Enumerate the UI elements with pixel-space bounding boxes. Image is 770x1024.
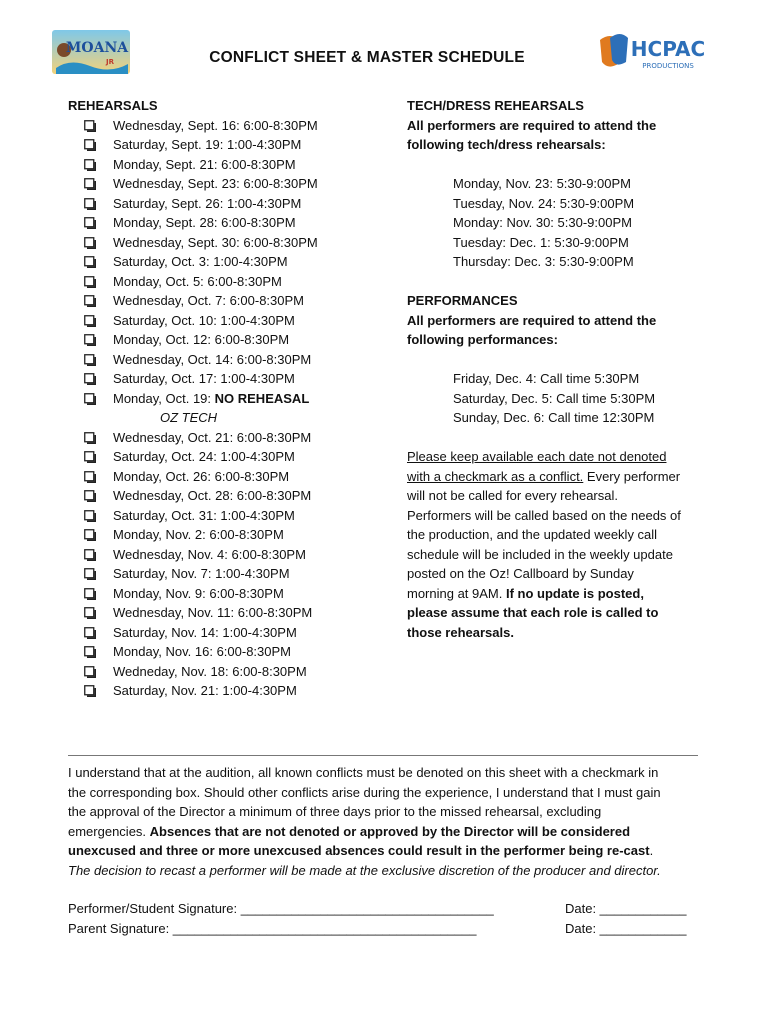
- rehearsal-item[interactable]: [68, 174, 378, 194]
- rehearsal-label: Saturday, Oct. 10: 1:00-4:30PM: [113, 312, 295, 328]
- instruction-line: Performers will be called based on the needs of: [407, 507, 681, 523]
- rehearsal-label: Monday, Sept. 28: 6:00-8:30PM: [113, 215, 296, 230]
- rehearsal-label: Wedneday, Nov. 18: 6:00-8:30PM: [113, 663, 307, 679]
- checkbox-icon[interactable]: [84, 607, 96, 619]
- performance-time: Friday, Dec. 4: Call time 5:30PM: [453, 371, 640, 386]
- performer-signature-field[interactable]: Performer/Student Signature: ___________________________________: [68, 901, 494, 916]
- checkbox-icon[interactable]: [84, 334, 96, 346]
- instruction-line: morning at 9AM. If no update is posted,: [407, 585, 644, 601]
- page-title: CONFLICT SHEET & MASTER SCHEDULE: [209, 49, 525, 66]
- checkbox-icon[interactable]: [84, 237, 96, 249]
- tech-time: Thursday: Dec. 3: 5:30-9:00PM: [453, 254, 634, 269]
- rehearsal-label: Saturday, Oct. 3: 1:00-4:30PM: [113, 254, 288, 269]
- checkbox-icon[interactable]: [84, 549, 96, 561]
- performance-time: Sunday, Dec. 6: Call time 12:30PM: [453, 410, 655, 425]
- tech-time: Monday: Nov. 30: 5:30-9:00PM: [453, 215, 632, 230]
- parent-signature-field[interactable]: Parent Signature: __________________________________________: [68, 920, 477, 936]
- parent-date-field[interactable]: Date: ____________: [565, 920, 687, 936]
- checkbox-icon[interactable]: [84, 588, 96, 600]
- logo-right-text: HCPAC: [630, 37, 706, 61]
- performances-line-1: All performers are required to attend the: [407, 312, 657, 328]
- statement-line: I understand that at the audition, all known conflicts must be denoted on this sheet with a checkmark in: [68, 765, 659, 780]
- checkbox-icon[interactable]: [84, 627, 96, 639]
- tech-line-1: All performers are required to attend the: [407, 117, 657, 133]
- rehearsal-label: OZ TECH: [160, 410, 218, 425]
- rehearsal-item[interactable]: [68, 369, 378, 389]
- tech-time: Tuesday: Dec. 1: 5:30-9:00PM: [453, 234, 629, 250]
- checkbox-icon[interactable]: [84, 373, 96, 385]
- rehearsal-label: Monday, Oct. 12: 6:00-8:30PM: [113, 332, 290, 347]
- rehearsal-item[interactable]: [68, 506, 378, 526]
- statement-line: the corresponding box. Should other conflicts arise during the experience, I understand that I must gain: [68, 784, 661, 800]
- instruction-line: posted on the Oz! Callboard by Sunday: [407, 566, 634, 581]
- tech-times: [407, 174, 707, 272]
- rehearsal-item[interactable]: [68, 525, 378, 545]
- rehearsal-label: Saturday, Nov. 7: 1:00-4:30PM: [113, 566, 290, 581]
- checkbox-icon[interactable]: [84, 471, 96, 483]
- rehearsal-item[interactable]: [68, 135, 378, 155]
- rehearsal-item[interactable]: [68, 603, 378, 623]
- rehearsal-item[interactable]: [68, 233, 378, 253]
- rehearsal-item[interactable]: [68, 584, 378, 604]
- rehearsal-item[interactable]: [68, 681, 378, 701]
- instruction-line: please assume that each role is called to: [407, 605, 659, 620]
- no-rehearsal-label: NO REHEASAL: [214, 390, 310, 406]
- checkbox-icon[interactable]: [84, 529, 96, 541]
- rehearsal-label: Monday, Nov. 9: 6:00-8:30PM: [113, 585, 284, 601]
- section-divider: [68, 755, 698, 756]
- checkbox-icon[interactable]: [84, 139, 96, 151]
- tech-line-2: following tech/dress rehearsals:: [407, 137, 606, 152]
- rehearsal-label: Monday, Nov. 2: 6:00-8:30PM: [113, 527, 284, 542]
- rehearsal-label: Saturday, Oct. 24: 1:00-4:30PM: [113, 449, 295, 464]
- rehearsal-label: Saturday, Sept. 19: 1:00-4:30PM: [113, 137, 302, 152]
- rehearsal-label: Saturday, Nov. 21: 1:00-4:30PM: [113, 683, 297, 698]
- checkbox-icon[interactable]: [84, 256, 96, 268]
- rehearsal-label: Wednesday, Oct. 21: 6:00-8:30PM: [113, 429, 312, 445]
- statement-italic-line: The decision to recast a performer will be made at the exclusive discretion of the producer and director.: [68, 862, 661, 878]
- rehearsal-label: Saturday, Nov. 14: 1:00-4:30PM: [113, 624, 297, 640]
- rehearsal-label: Wednesday, Sept. 23: 6:00-8:30PM: [113, 176, 318, 191]
- rehearsal-item[interactable]: [68, 623, 378, 643]
- rehearsal-label: Wednesday, Nov. 11: 6:00-8:30PM: [113, 605, 313, 620]
- rehearsal-note: [68, 408, 378, 428]
- checkbox-icon[interactable]: [84, 568, 96, 580]
- rehearsal-label: Saturday, Oct. 31: 1:00-4:30PM: [113, 507, 295, 523]
- performance-time: Saturday, Dec. 5: Call time 5:30PM: [453, 390, 656, 406]
- performer-date-field[interactable]: Date: ____________: [565, 901, 687, 916]
- rehearsal-item[interactable]: [68, 350, 378, 370]
- rehearsal-item[interactable]: [68, 330, 378, 350]
- checkbox-icon[interactable]: [84, 315, 96, 327]
- checkbox-icon[interactable]: [84, 393, 96, 405]
- checkbox-icon[interactable]: [84, 295, 96, 307]
- rehearsal-label: Monday, Oct. 5: 6:00-8:30PM: [113, 273, 282, 289]
- rehearsal-label: Saturday, Sept. 26: 1:00-4:30PM: [113, 195, 302, 211]
- performances-line-2: following performances:: [407, 332, 558, 347]
- checkbox-icon[interactable]: [84, 276, 96, 288]
- rehearsal-item[interactable]: [68, 447, 378, 467]
- instruction-line: Please keep available each date not denoted: [407, 449, 667, 464]
- rehearsal-item[interactable]: [68, 311, 378, 331]
- rehearsal-item[interactable]: [68, 467, 378, 487]
- performance-times: [407, 369, 707, 428]
- statement-line: emergencies. Absences that are not denoted or approved by the Director will be considered: [68, 823, 631, 839]
- instruction-line: schedule will be included in the weekly update: [407, 546, 673, 562]
- logo-left-text: MOANA: [65, 40, 129, 56]
- rehearsal-item[interactable]: [68, 252, 378, 272]
- checkbox-icon[interactable]: [84, 646, 96, 658]
- checkbox-icon[interactable]: [84, 432, 96, 444]
- rehearsal-item[interactable]: [68, 642, 378, 662]
- rehearsal-label: Wednesday, Nov. 4: 6:00-8:30PM: [113, 546, 306, 562]
- rehearsal-item[interactable]: [68, 389, 378, 409]
- rehearsal-item[interactable]: [68, 155, 378, 175]
- rehearsals-heading: REHEARSALS: [68, 98, 158, 113]
- rehearsal-label: Saturday, Oct. 17: 1:00-4:30PM: [113, 371, 295, 386]
- rehearsal-label: Monday, Nov. 16: 6:00-8:30PM: [113, 644, 292, 659]
- instructions-paragraph: [407, 447, 707, 642]
- checkbox-icon[interactable]: [84, 666, 96, 678]
- checkbox-icon[interactable]: [84, 217, 96, 229]
- rehearsal-item[interactable]: [68, 272, 378, 292]
- rehearsal-item[interactable]: [68, 564, 378, 584]
- signature-block: [68, 899, 708, 938]
- rehearsal-label: Wednesday, Oct. 28: 6:00-8:30PM: [113, 488, 312, 503]
- rehearsal-item[interactable]: [68, 428, 378, 448]
- rehearsal-label: Monday, Sept. 21: 6:00-8:30PM: [113, 156, 296, 172]
- performances-heading: PERFORMANCES: [407, 293, 518, 308]
- rehearsal-label: Wednesday, Sept. 30: 6:00-8:30PM: [113, 234, 318, 250]
- checkbox-icon[interactable]: [84, 120, 96, 132]
- instruction-line: those rehearsals.: [407, 624, 514, 640]
- checkbox-icon[interactable]: [84, 451, 96, 463]
- instruction-line: will not be called for every rehearsal.: [407, 488, 618, 503]
- instruction-line: with a checkmark as a conflict. Every performer: [407, 468, 681, 484]
- checkbox-icon[interactable]: [84, 510, 96, 522]
- logo-right-sub: PRODUCTIONS: [642, 62, 694, 70]
- rehearsal-label: Monday, Oct. 26: 6:00-8:30PM: [113, 468, 290, 484]
- rehearsal-label: Wednesday, Oct. 7: 6:00-8:30PM: [113, 293, 305, 308]
- rehearsal-label: Wednesday, Oct. 14: 6:00-8:30PM: [113, 351, 312, 367]
- right-column: [407, 96, 707, 642]
- rehearsal-item[interactable]: [68, 291, 378, 311]
- statement-line: the approval of the Director a minimum of three days prior to the missed rehearsal, excluding: [68, 804, 602, 819]
- rehearsal-item[interactable]: [68, 486, 378, 506]
- checkbox-icon[interactable]: [84, 685, 96, 697]
- instruction-line: the production, and the updated weekly call: [407, 527, 658, 542]
- logo-left-sub: JR: [106, 58, 114, 66]
- rehearsal-item[interactable]: [68, 213, 378, 233]
- rehearsal-label: Wednesday, Sept. 16: 6:00-8:30PM: [113, 117, 318, 133]
- checkbox-icon[interactable]: [84, 490, 96, 502]
- tech-time: Monday, Nov. 23: 5:30-9:00PM: [453, 176, 632, 191]
- rehearsal-item[interactable]: [68, 545, 378, 565]
- checkbox-icon[interactable]: [84, 159, 96, 171]
- statement-line: unexcused and three or more unexcused absences could result in the performer being re-cast.: [68, 843, 654, 858]
- rehearsal-label: Monday, Oct. 19:: [113, 390, 215, 406]
- checkbox-icon[interactable]: [84, 178, 96, 190]
- tech-time: Tuesday, Nov. 24: 5:30-9:00PM: [453, 195, 635, 211]
- rehearsals-section: [68, 96, 378, 701]
- rehearsal-item[interactable]: [68, 194, 378, 214]
- checkbox-icon[interactable]: [84, 354, 96, 366]
- checkbox-icon[interactable]: [84, 198, 96, 210]
- rehearsal-item[interactable]: [68, 116, 378, 136]
- rehearsal-item[interactable]: [68, 662, 378, 682]
- tech-heading: TECH/DRESS REHEARSALS: [407, 98, 584, 113]
- rehearsal-list: [68, 116, 378, 701]
- acknowledgement-statement: [68, 763, 708, 880]
